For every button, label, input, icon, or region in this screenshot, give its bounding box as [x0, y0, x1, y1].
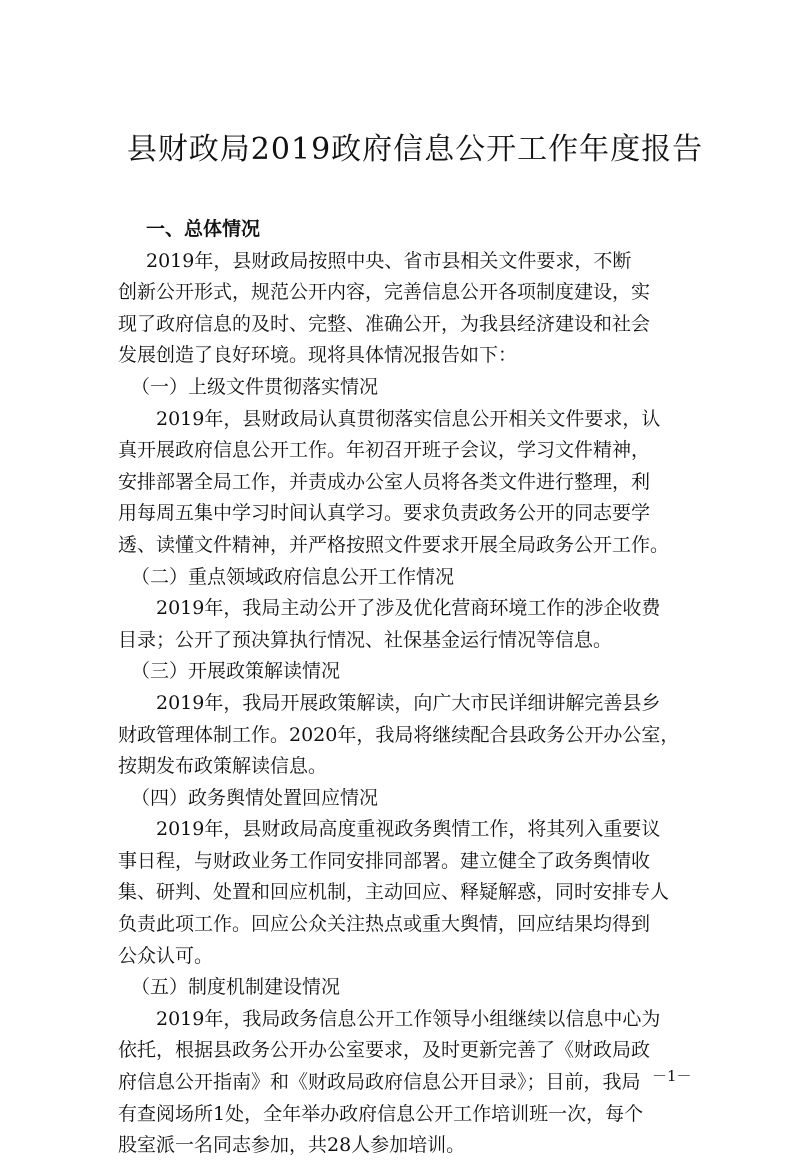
paragraph-line: 安排部署全局工作，并责成办公室人员将各类文件进行整理，利 — [118, 470, 651, 493]
paragraph-line: 府信息公开指南》和《财政局政府信息公开目录》；目前，我局 — [118, 1071, 641, 1094]
paragraph-line: 2019年，我局开展政策解读，向广大市民详细讲解完善县乡 — [156, 691, 661, 714]
subsection-heading-5: （五）制度机制建设情况 — [131, 976, 341, 999]
subsection-heading-1: （一）上级文件贯彻落实情况 — [131, 375, 379, 398]
subsection-paragraph-5 — [118, 1004, 713, 1162]
paragraph-line: 按期发布政策解读信息。 — [118, 755, 328, 778]
subsection-heading-4: （四）政务舆情处置回应情况 — [131, 786, 379, 809]
paragraph-line: 发展创造了良好环境。现将具体情况报告如下： — [118, 344, 518, 367]
paragraph-line: 有查阅场所1处，全年举办政府信息公开工作培训班一次，每个 — [118, 1102, 644, 1125]
paragraph-line: 用每周五集中学习时间认真学习。要求负责政务公开的同志要学 — [118, 502, 651, 525]
paragraph-line: 股室派一名同志参加，共28人参加培训。 — [118, 1134, 466, 1157]
paragraph-line: 事日程，与财政业务工作同安排同部署。建立健全了政务舆情收 — [118, 849, 651, 872]
paragraph-line: 2019年，我局主动公开了涉及优化营商环境工作的涉企收费 — [156, 597, 661, 620]
subsection-paragraph-1 — [118, 404, 713, 562]
paragraph-line: 负责此项工作。回应公众关注热点或重大舆情，回应结果均得到 — [118, 913, 651, 936]
paragraph-line: 财政管理体制工作。2020年，我局将继续配合县政务公开办公室， — [118, 723, 680, 746]
intro-paragraph — [118, 246, 713, 372]
paragraph-line: 集、研判、处置和回应机制，主动回应、释疑解惑，同时安排专人 — [118, 881, 670, 904]
paragraph-line: 2019年，县财政局认真贯彻落实信息公开相关文件要求，认 — [156, 407, 661, 430]
subsection-heading-3: （三）开展政策解读情况 — [131, 660, 341, 683]
document-title: 县财政局2019政府信息公开工作年度报告 — [126, 132, 704, 167]
paragraph-line: 透、读懂文件精神，并严格按照文件要求开展全局政务公开工作。 — [118, 533, 670, 556]
paragraph-line: 创新公开形式，规范公开内容，完善信息公开各项制度建设，实 — [118, 281, 651, 304]
paragraph-line: 依托，根据县政务公开办公室要求，及时更新完善了《财政局政 — [118, 1039, 651, 1062]
subsection-paragraph-2 — [118, 593, 713, 656]
page-number: －1－ — [652, 1067, 692, 1085]
paragraph-line: 2019年，县财政局高度重视政务舆情工作，将其列入重要议 — [156, 818, 661, 841]
paragraph-line: 真开展政府信息公开工作。年初召开班子会议，学习文件精神， — [118, 439, 651, 462]
subsection-paragraph-4 — [118, 814, 713, 972]
subsection-heading-2: （二）重点领域政府信息公开工作情况 — [131, 565, 455, 588]
paragraph-line: 目录；公开了预决算执行情况、社保基金运行情况等信息。 — [118, 628, 613, 651]
section-heading-overview: 一、总体情况 — [146, 218, 261, 240]
paragraph-line: 2019年，我局政务信息公开工作领导小组继续以信息中心为 — [156, 1007, 661, 1030]
paragraph-line: 2019年，县财政局按照中央、省市县相关文件要求，不断 — [146, 249, 632, 272]
paragraph-line: 公众认可。 — [118, 944, 214, 967]
subsection-paragraph-3 — [118, 688, 713, 783]
document-body — [118, 214, 713, 1162]
paragraph-line: 现了政府信息的及时、完整、准确公开，为我县经济建设和社会 — [118, 312, 651, 335]
